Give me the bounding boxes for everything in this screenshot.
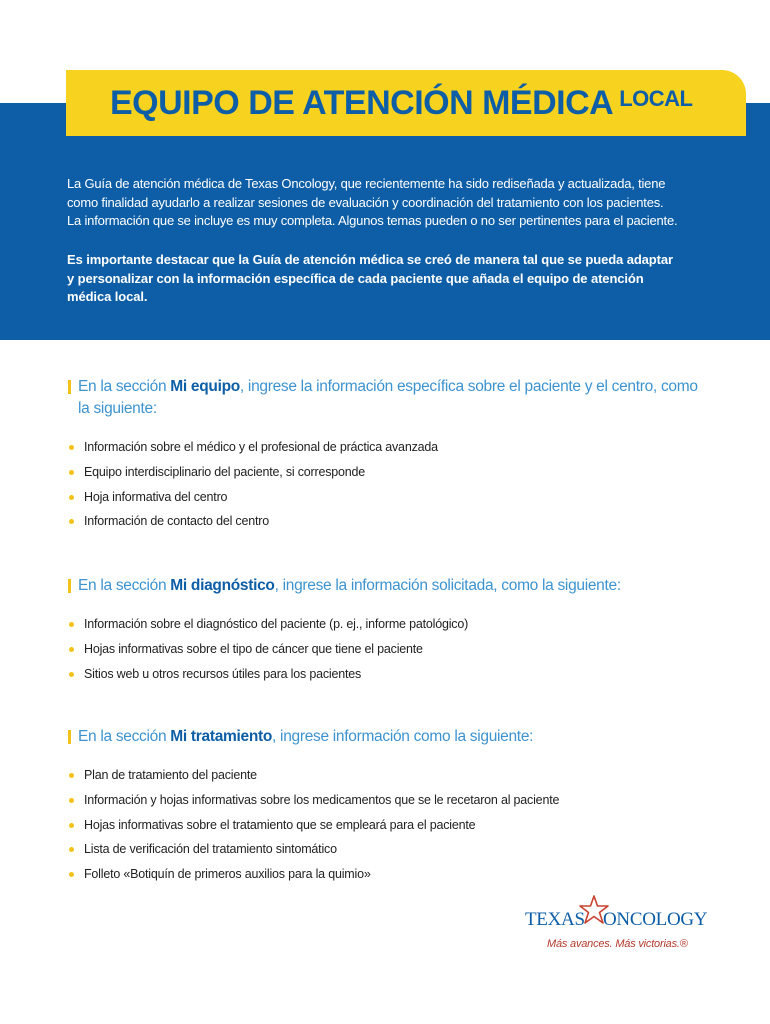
section-marker — [68, 380, 71, 394]
bullet-list-mi-tratamiento — [68, 763, 559, 887]
page-title-main: EQUIPO DE ATENCIÓN MÉDICA — [110, 84, 614, 122]
section-keyword: Mi diagnóstico — [170, 577, 275, 594]
section-marker — [68, 730, 71, 744]
section-heading-mi-tratamiento: En la sección Mi tratamiento, ingrese información como la siguiente: — [68, 726, 738, 748]
section-marker — [68, 579, 71, 593]
section-heading-mi-equipo: En la sección Mi equipo, ingrese la información específica sobre el paciente y el centro, como la siguiente: — [68, 376, 738, 420]
bullet-icon — [69, 672, 74, 677]
bullet-icon — [69, 647, 74, 652]
bullet-icon — [69, 519, 74, 524]
logo-word-oncology: ONCOLOGY — [603, 909, 708, 930]
bullet-list-mi-equipo — [68, 435, 438, 534]
page-title — [110, 84, 692, 123]
list-item: Hoja informativa del centro — [68, 485, 438, 510]
list-item: Información sobre el diagnóstico del paciente (p. ej., informe patológico) — [68, 612, 468, 637]
intro-line: como finalidad ayudarlo a realizar sesiones de evaluación y coordinación del tratamiento con los pacientes. — [67, 194, 664, 210]
bullet-icon — [69, 445, 74, 450]
intro-emphasis-line: Es importante destacar que la Guía de atención médica se creó de manera tal que se pueda adaptar — [67, 252, 673, 267]
bullet-icon — [69, 872, 74, 877]
section-heading-mi-diagnostico: En la sección Mi diagnóstico, ingrese la información solicitada, como la siguiente: — [68, 575, 738, 597]
intro-paragraph — [67, 175, 717, 231]
list-item: Folleto «Botiquín de primeros auxilios para la quimio» — [68, 862, 559, 887]
bullet-icon — [69, 847, 74, 852]
list-item: Información de contacto del centro — [68, 509, 438, 534]
bullet-list-mi-diagnostico — [68, 612, 468, 686]
list-item: Información sobre el médico y el profesional de práctica avanzada — [68, 435, 438, 460]
list-item: Lista de verificación del tratamiento sintomático — [68, 837, 559, 862]
list-item: Sitios web u otros recursos útiles para los pacientes — [68, 662, 468, 687]
texas-oncology-logo — [525, 895, 715, 955]
bullet-icon — [69, 622, 74, 627]
intro-emphasis-line: y personalizar con la información específica de cada paciente que añada el equipo de atención — [67, 270, 644, 286]
section-keyword: Mi tratamiento — [170, 728, 273, 745]
list-item: Hojas informativas sobre el tipo de cáncer que tiene el paciente — [68, 637, 468, 662]
intro-emphasis-paragraph — [67, 251, 717, 307]
intro-line: La Guía de atención médica de Texas Oncology, que recientemente ha sido rediseñada y actualizada, tiene — [67, 176, 666, 191]
intro-line: La información que se incluye es muy completa. Algunos temas pueden o no ser pertinentes para el paciente. — [67, 213, 678, 228]
intro-emphasis-line: médica local. — [67, 289, 148, 304]
logo-tagline: Más avances. Más victorias.® — [547, 938, 688, 950]
bullet-icon — [69, 470, 74, 475]
section-keyword: Mi equipo — [170, 378, 240, 395]
list-item: Plan de tratamiento del paciente — [68, 763, 559, 788]
page-title-local: LOCAL — [619, 86, 693, 111]
list-item: Hojas informativas sobre el tratamiento que se empleará para el paciente — [68, 813, 559, 838]
list-item: Información y hojas informativas sobre los medicamentos que se le recetaron al paciente — [68, 788, 559, 813]
logo-word-texas: TEXAS — [525, 909, 585, 930]
bullet-icon — [69, 495, 74, 500]
bullet-icon — [69, 798, 74, 803]
list-item: Equipo interdisciplinario del paciente, si corresponde — [68, 460, 438, 485]
bullet-icon — [69, 773, 74, 778]
bullet-icon — [69, 823, 74, 828]
